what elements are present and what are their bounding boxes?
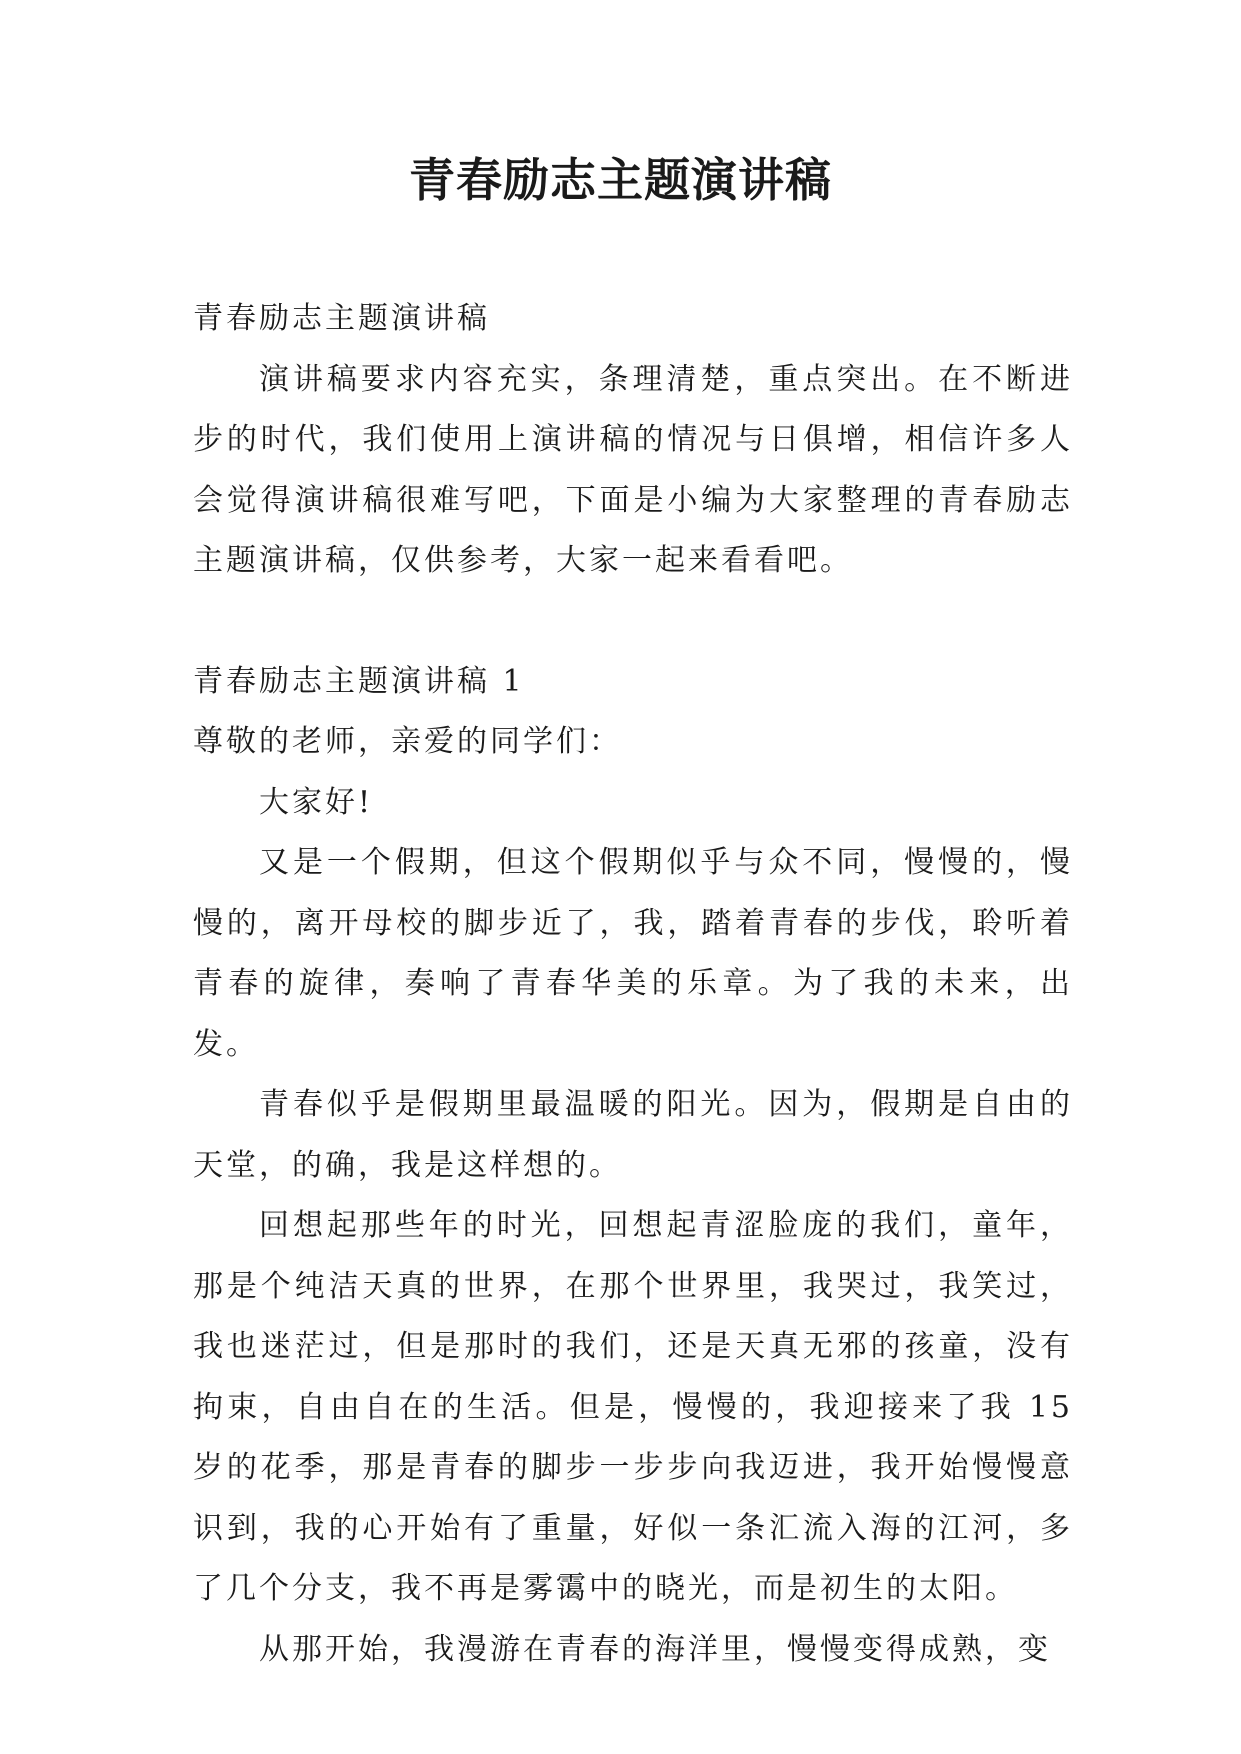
intro-paragraph: 演讲稿要求内容充实，条理清楚，重点突出。在不断进步的时代，我们使用上演讲稿的情况与日俱增，相信许多人会觉得演讲稿很难写吧，下面是小编为大家整理的青春励志主题演讲稿，仅供参考，大家一起来看看吧。 xyxy=(193,361,1073,578)
body-paragraph: 从那开始，我漫游在青春的海洋里，慢慢变得成熟，变 xyxy=(259,1631,1051,1667)
section-heading: 青春励志主题演讲稿 xyxy=(193,301,490,336)
section-gap xyxy=(193,592,1073,652)
body-paragraph: 回想起那些年的时光，回想起青涩脸庞的我们，童年，那是个纯洁天真的世界，在那个世界里，我哭过，我笑过，我也迷茫过，但是那时的我们，还是天真无邪的孩童，没有拘束，自由自在的生活。但是，慢慢的，我迎接来了我 15 岁的花季，那是青春的脚步一步步向我迈进，我开始慢慢意识到，我的心开始有了重量，好似一条汇流入海的江河，多了几个分支，我不再是雾霭中的晓光，而是初生的太阳。 xyxy=(193,1208,1073,1606)
speech-heading: 青春励志主题演讲稿 1 xyxy=(193,663,525,699)
body-paragraph: 青春似乎是假期里最温暖的阳光。因为，假期是自由的天堂，的确，我是这样想的。 xyxy=(193,1087,1073,1183)
document-title: 青春励志主题演讲稿 xyxy=(409,153,832,207)
body-paragraph: 又是一个假期，但这个假期似乎与众不同，慢慢的，慢慢的，离开母校的脚步近了，我，踏着青春的步伐，聆听着青春的旋律，奏响了青春华美的乐章。为了我的未来，出发。 xyxy=(193,845,1073,1062)
document-body xyxy=(193,289,1073,1680)
salutation: 尊敬的老师，亲爱的同学们： xyxy=(193,724,622,759)
greeting-paragraph: 大家好! xyxy=(259,784,374,820)
